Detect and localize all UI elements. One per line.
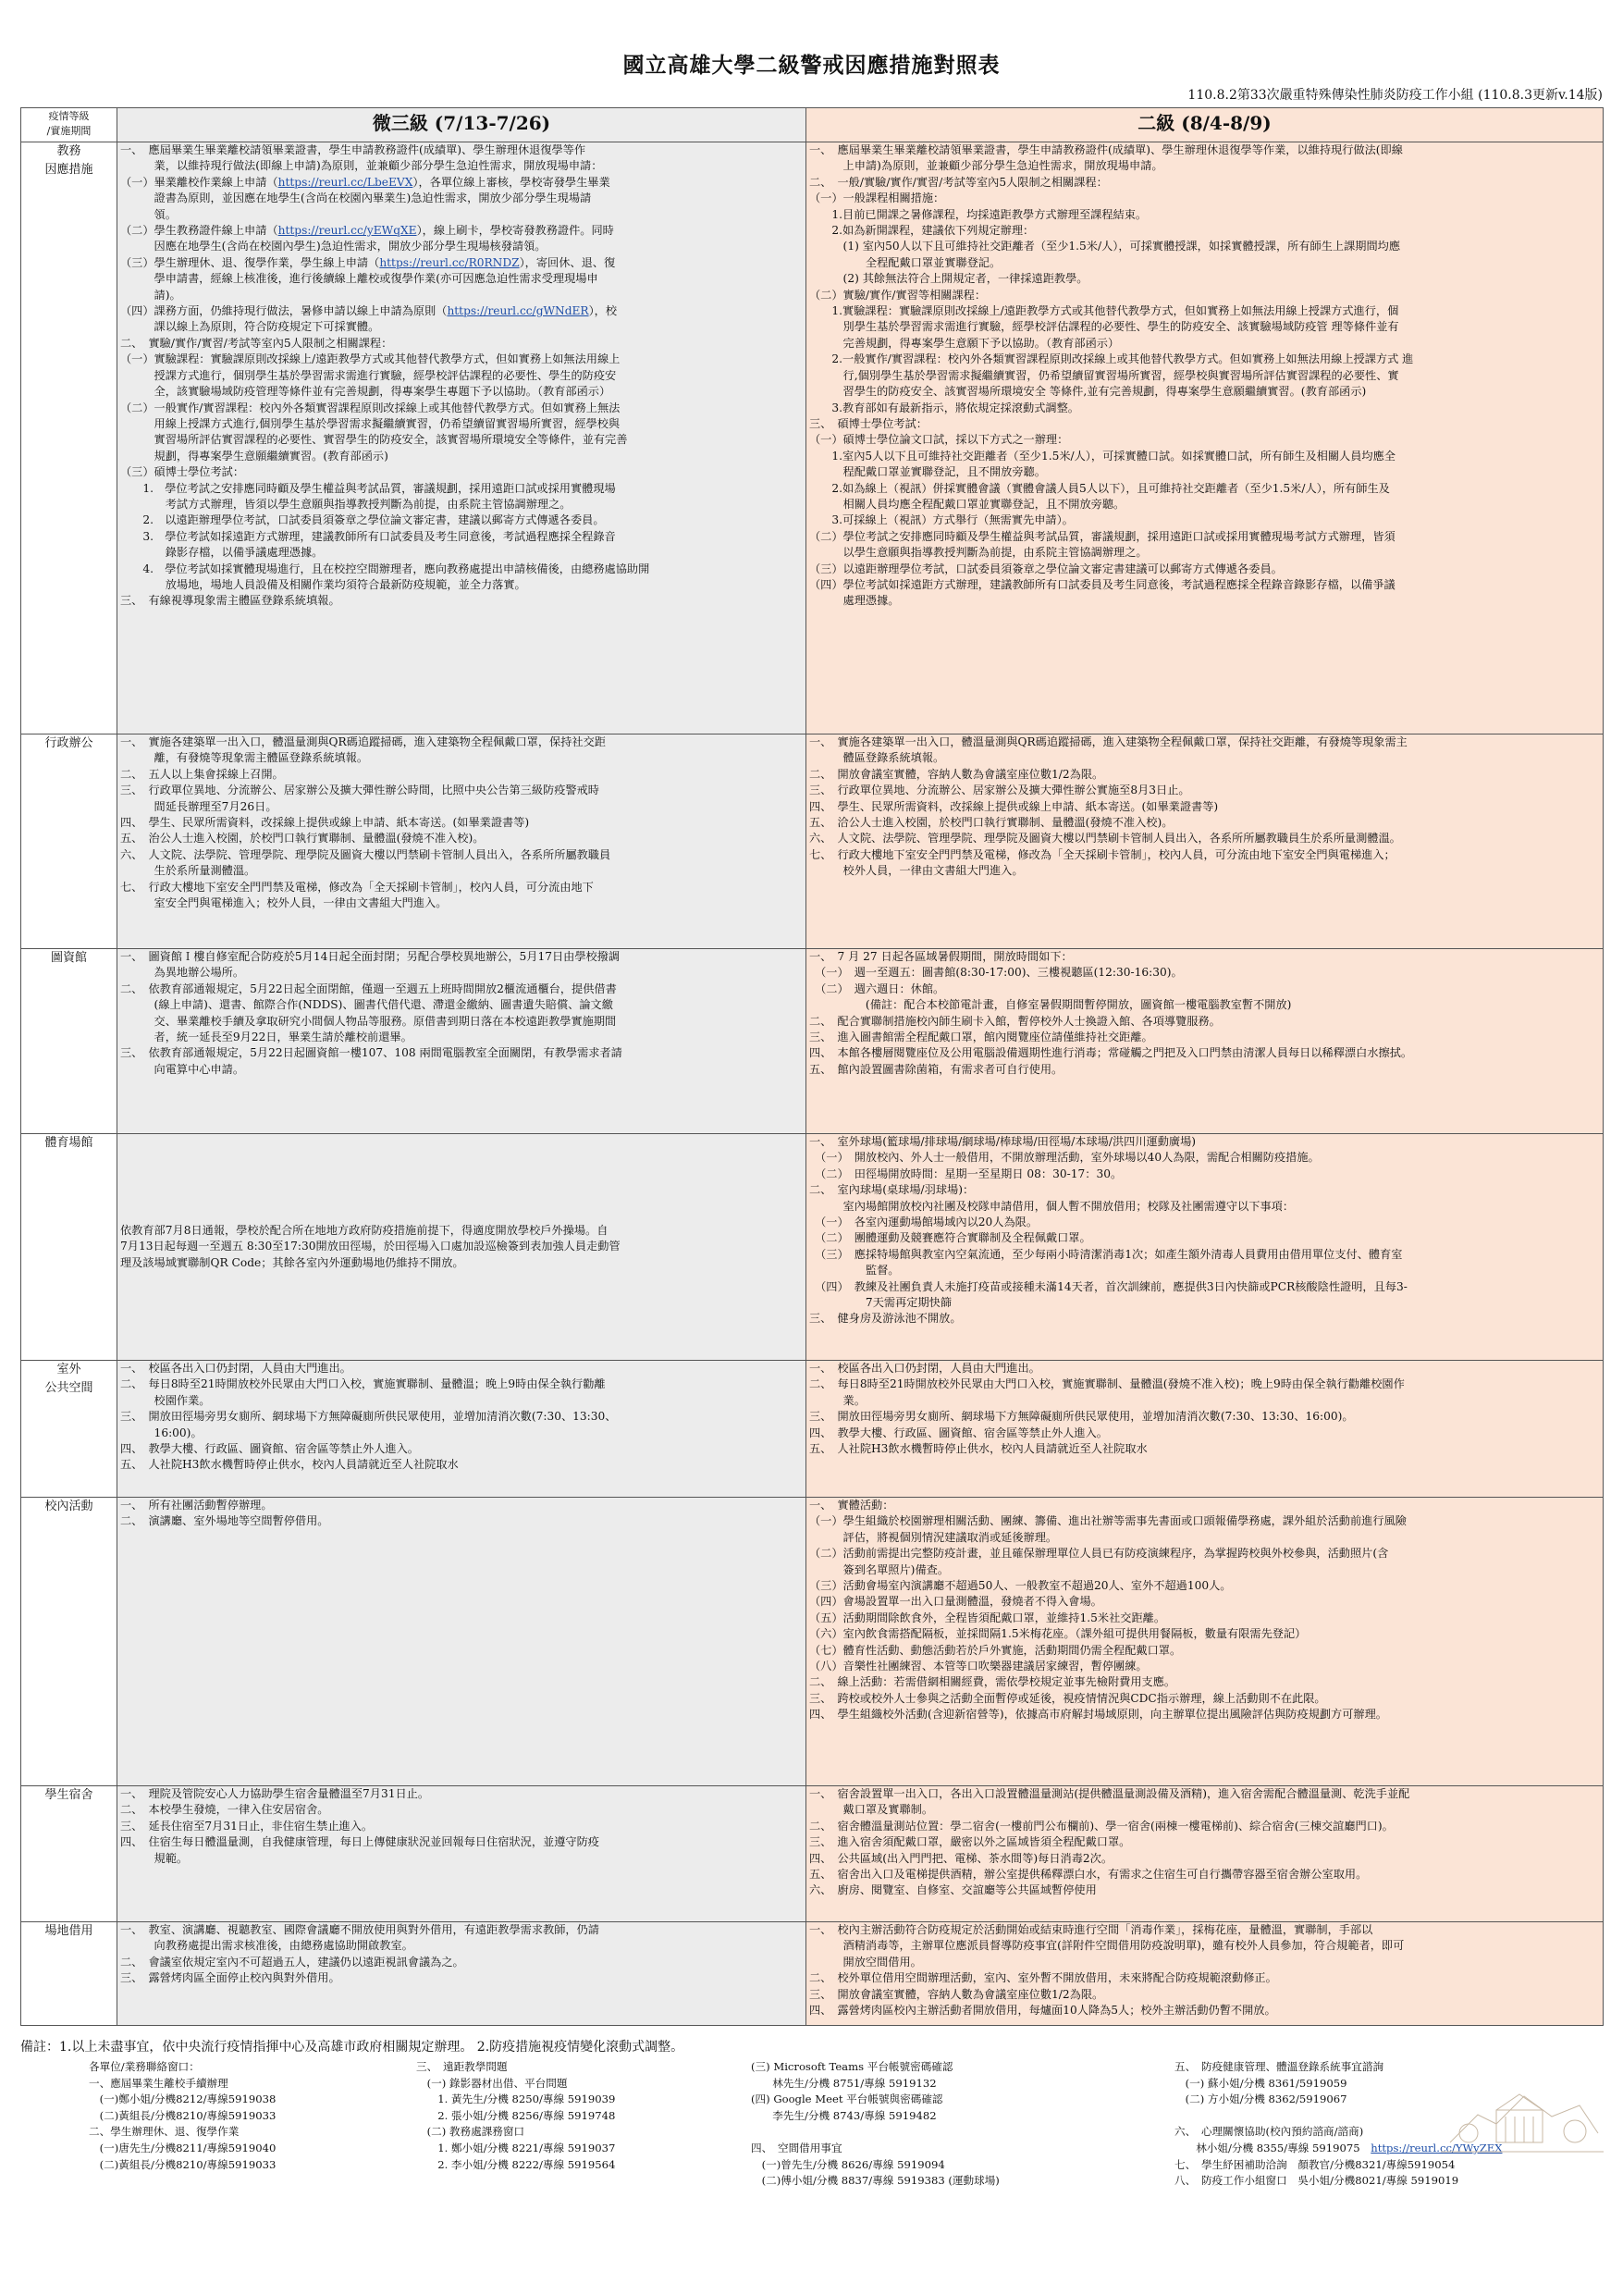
contact-line: (四) Google Meet 平台帳號與密碼確認 <box>751 2092 943 2106</box>
right-line: 五、 宿舍出入口及電梯提供酒精，辦公室提供稀釋漂白水，有需求之住宿生可自行攜帶容器至宿舍辦公室取用。 <box>809 1868 1368 1882</box>
left-line: 生於系所量測體溫。 <box>120 864 256 878</box>
level-2-measures <box>806 1134 1604 1361</box>
right-line: (備註：配合本校節電計畫，自修室暑假期間暫停開放，圖資館一樓電腦教室暫不開放) <box>809 998 1292 1012</box>
right-line: 四、 學生組織校外活動(含迎新宿營等)，依據高市府解封場域原則，向主辦單位提出風險評估與防疫規劃方可辦理。 <box>809 1708 1387 1722</box>
left-line: 四、 住宿生每日體溫量測，自我健康管理，每日上傳健康狀況並回報每日住宿狀況，並遵守防疫 <box>120 1835 599 1849</box>
row-category: 行政辦公 <box>21 734 117 949</box>
left-line: 三、 延長住宿至7月31日止，非住宿生禁止進入。 <box>120 1819 374 1833</box>
left-line: 一、 應屆畢業生畢業離校請領畢業證書，學生申請教務證件(成績單)、學生辦理休退復學等作 <box>120 143 586 156</box>
form-link[interactable]: https://reurl.cc/R0RNDZ <box>379 255 520 269</box>
left-line: （一）畢業離校作業線上申請（https://reurl.cc/LbeEVX），各單位線上審核，學校寄發學生畢業 <box>120 175 610 189</box>
right-line: 戴口罩及實聯制。 <box>809 1803 934 1817</box>
level-2-measures <box>806 1922 1604 2026</box>
right-line: 7天需再定期快篩 <box>809 1296 953 1310</box>
left-line: 三、 開放田徑場旁男女廁所、網球場下方無障礙廁所供民眾使用，並增加清消次數(7:30、13:30、 <box>120 1410 617 1424</box>
row-category: 室外 公共空間 <box>21 1361 117 1498</box>
contact-line: 六、 心理關懷協助(校內預約諮商/諮商) <box>1174 2125 1364 2139</box>
right-line: 完善規劃，得專案學生意願下予以協助。（教育部函示） <box>809 336 1120 350</box>
left-line: 規範。 <box>120 1851 189 1865</box>
right-line: 相關人員均應全程配戴口罩並實聯登記，且不開放旁聽。 <box>809 497 1125 511</box>
left-line: 用線上授課方式進行,個別學生基於學習需求擬繼續實習，仍希望續留實習場所實習，經學校與 <box>120 416 621 430</box>
contact-line: 八、 防疫工作小組窗口 吳小姐/分機8021/專線 5919019 <box>1174 2174 1459 2188</box>
right-line: （二） 團體運動及競賽應符合實聯制及全程佩戴口罩。 <box>809 1231 1091 1245</box>
left-line: 全，該實驗場域防疫管理等條件並有完善規劃，得專案學生專題下予以協助。（教育部函示） <box>120 385 611 399</box>
contact-line: (二)黃組長/分機8210/專線5919033 <box>89 2157 277 2171</box>
left-line: 二、 依教育部通報規定，5月22日起全面閉館，僅週一至週五上班時間開放2櫃流通櫃台，提供借書 <box>120 981 617 995</box>
right-line: 四、 露營烤肉區校內主辦活動者開放借用，每爐面10人降為5人；校外主辦活動仍暫不開放。 <box>809 2004 1276 2018</box>
contact-line: (二) 教務處課務窗口 <box>416 2125 525 2139</box>
right-line: 別學生基於學習需求需進行實驗，經學校評估課程的必要性、學生的防疫安全、該實驗場域防疫管 理等條件並有 <box>809 320 1399 334</box>
right-line: 上申請)為原則，並兼顧少部分學生急迫性需求，開放現場申請。 <box>809 159 1163 173</box>
right-line: 三、 開放田徑場旁男女廁所、網球場下方無障礙廁所供民眾使用，並增加清消次數(7:30、13:30、16:00)。 <box>809 1410 1354 1424</box>
left-line: 一、 理院及管院安心人力協助學生宿舍量體溫至7月31日止。 <box>120 1787 430 1800</box>
right-line: 三、 健身房及游泳池不開放。 <box>809 1312 962 1326</box>
level-2-measures <box>806 949 1604 1134</box>
right-line: 習學生的防疫安全、該實習場所環境安全 等條件,並有完善規劃，得專案學生意願繼續實習。(教育部函示) <box>809 385 1367 399</box>
left-line: 二、 實驗/實作/實習/考試等室內5人限制之相關課程： <box>120 336 393 350</box>
right-line: (1) 室內50人以下且可維持社交距離者（至少1.5米/人），可採實體授課，如採實體授課，所有師生上課期間均應 <box>809 240 1401 253</box>
left-line: 課以線上為原則，符合防疫規定下可採實體。 <box>120 320 380 334</box>
level-3-measures <box>117 1134 806 1361</box>
left-line: 為異地辦公場所。 <box>120 966 245 980</box>
right-line: （二） 週六週日：休館。 <box>809 981 945 995</box>
right-line: （六）室內飲食需搭配隔板，並採間隔1.5米梅花座。（課外組可提供用餐隔板，數量有限需先登記） <box>809 1627 1307 1641</box>
contact-line: 林先生/分機 8751/專線 5919132 <box>751 2076 937 2090</box>
measure-row <box>21 1361 1604 1498</box>
right-line: 業。 <box>809 1393 866 1407</box>
left-line: 1. 學位考試之安排應同時顧及學生權益與考試品質，審議規劃，採用遠距口試或採用實體現場 <box>120 481 616 495</box>
measures-table <box>20 107 1604 2026</box>
left-line: 業，以維持現行做法(即線上申請)為原則，並兼顧少部分學生急迫性需求，開放現場申請： <box>120 159 603 173</box>
left-line: 交、畢業離校手續及拿取研究小間個人物品等服務。原借書到期日落在本校遠距教學實施期間 <box>120 1014 617 1028</box>
contact-line: 一、應屆畢業生離校手續辦理 <box>89 2076 228 2090</box>
right-line: 2.如為線上（視訊）併採實體會議（實體會議人員5人以下），且可維持社交距離者（至少1.5米/人），所有師生及 <box>809 481 1390 495</box>
left-line: 放場地，場地人員設備及相關作業均須符合最新防疫規範，並全力落實。 <box>120 577 526 591</box>
right-line: 三、 碩博士學位考試： <box>809 416 928 430</box>
level-2-measures <box>806 1786 1604 1922</box>
left-line: 七、 行政大樓地下室安全門門禁及電梯，修改為「全天採刷卡管制」，校內人員，可分流由地下 <box>120 880 594 894</box>
right-line: 室內場館開放校內社團及校隊申請借用，個人暫不開放借用；校隊及社團需遵守以下事項： <box>809 1199 1295 1213</box>
measure-row <box>21 1786 1604 1922</box>
right-line: 二、 開放會議室實體，容納人數為會議室座位數1/2為限。 <box>809 767 1104 781</box>
contact-line: 1. 黃先生/分機 8250/專線 5919039 <box>416 2092 616 2106</box>
right-line: 3.教育部如有最新指示，將依規定採滾動式調整。 <box>809 401 1079 414</box>
level-3-measures <box>117 1361 806 1498</box>
left-line: 六、 人文院、法學院、管理學院、理學院及圖資大樓以門禁刷卡管制人員出入，各系所所屬教職員 <box>120 847 611 861</box>
left-line: （三）碩博士學位考試： <box>120 465 245 479</box>
contact-line: 四、 空間借用事宜 <box>751 2141 842 2154</box>
table-header-row <box>21 108 1604 142</box>
form-link[interactable]: https://reurl.cc/LbeEVX <box>277 175 413 189</box>
contact-line <box>751 2124 1000 2141</box>
left-line: 二、 演講廳、室外場地等空間暫停借用。 <box>120 1514 329 1528</box>
left-line: 因應在地學生(含尚在校園內學生)急迫性需求，開放少部分學生現場核發請領。 <box>120 240 547 253</box>
left-line: 二、 本校學生發燒，一律入住安居宿舍。 <box>120 1803 329 1817</box>
measure-row <box>21 142 1604 734</box>
left-line: （二）一般實作/實習課程：校內外各類實習課程原則改採線上或其他替代教學方式。但如實務上無法 <box>120 401 621 414</box>
level-3-measures <box>117 1498 806 1786</box>
measure-row <box>21 1922 1604 2026</box>
right-line: 一、 校內主辦活動符合防疫規定於活動開始或結束時進行空間「消毒作業」，採梅花座，量體溫，實聯制，手部以 <box>809 1923 1373 1936</box>
right-line: 一、 宿舍設置單一出入口，各出入口設置體溫量測站(提供體溫量測設備及酒精)，進入宿舍需配合體溫量測、乾洗手並配 <box>809 1787 1410 1800</box>
right-line: 程配戴口罩並實聯登記，且不開放旁聽。 <box>809 465 1046 479</box>
right-line: （三） 應採特場館與教室內空氣流通，至少每兩小時清潔消毒1次；如產生額外清毒人員費用由借用單位支付、體育室 <box>809 1247 1403 1261</box>
footnote: 備註：1.以上未盡事宜，依中央流行疫情指揮中心及高雄市政府相關規定辦理。 2.防疫措施視疫情變化滾動式調整。 <box>20 2040 684 2055</box>
contacts-col-2 <box>416 2059 615 2173</box>
right-line: （二）學位考試之安排應同時顧及學生權益與考試品質，審議規劃，採用遠距口試或採用實體現場考試方式辦理，皆須 <box>809 529 1396 543</box>
right-line: 二、 宿舍體溫量測站位置：學二宿舍(一樓前門公布欄前)、學一宿舍(兩棟一樓電梯前)、綜合宿舍(三棟交誼廳門口)。 <box>809 1819 1394 1833</box>
right-line: 一、 7 月 27 日起各區域暑假期間，開放時間如下： <box>809 950 1073 963</box>
right-line: （三）活動會場室內演講廳不超過50人、一般教室不超過20人、室外不超過100人。 <box>809 1579 1232 1593</box>
left-line: 一、 教室、演講廳、視聽教室、國際會議廳不開放使用與對外借用，有遠距教學需求教師，仍請 <box>120 1923 599 1936</box>
right-line: 六、 人文院、法學院、管理學院、理學院及圖資大樓以門禁刷卡管制人員出入，各系所所屬教職員生於系所量測體溫。 <box>809 832 1401 846</box>
right-line: 1.實驗課程：實驗課原則改採線上/遠距教學方式或其他替代教學方式，但如實務上如無法用線上授課方式進行，個 <box>809 304 1399 318</box>
right-line: 一、 應屆畢業生畢業離校請領畢業證書，學生申請教務證件(成績單)、學生辦理休退復學等作業，以維持現行做法(即線 <box>809 143 1403 156</box>
left-line: 學申請書，經線上核准後，進行後續線上離校或復學作業(亦可因應急迫性需求受理現場申 <box>120 272 598 286</box>
left-line: 五、 治公人士進入校園，於校門口執行實聯制、量體溫(發燒不准入校)。 <box>120 832 485 846</box>
right-line: 三、 進入宿舍須配戴口罩，嚴密以外之區域皆須全程配戴口罩。 <box>809 1835 1131 1849</box>
contact-line: 五、 防疫健康管理、體溫登錄系統事宜諮詢 <box>1174 2060 1384 2073</box>
left-line: （一）實驗課程：實驗課原則改採線上/遠距教學方式或其他替代教學方式，但如實務上如無法用線上 <box>120 352 621 366</box>
row-category: 圖資館 <box>21 949 117 1134</box>
right-line: （一） 開放校內、外人士一般借用，不開放辦理活動，室外球場以40人為限，需配合相關防疫措施。 <box>809 1151 1320 1165</box>
contacts-col-3 <box>751 2059 1000 2190</box>
contact-line: 二、學生辦理休、退、復學作業 <box>89 2125 240 2139</box>
right-line: 三、 開放會議室實體，容納人數為會議室座位數1/2為限。 <box>809 1987 1104 2001</box>
right-line: （四） 教練及社團負責人未施打疫苗或接種未滿14天者，首次訓練前，應提供3日內快篩或PCR核酸陰性證明，且每3- <box>809 1279 1408 1293</box>
form-link[interactable]: https://reurl.cc/gWNdER <box>447 304 589 318</box>
left-line: 四、 教學大樓、行政區、圖資館、宿舍區等禁止外人進入。 <box>120 1442 419 1456</box>
right-line: 一、 實施各建築單一出入口，體溫量測與QR碼追蹤掃碼，進入建築物全程佩戴口罩，保持社交距離，有發燒等現象需主 <box>809 735 1408 748</box>
right-line: （二）實驗/實作/實習等相關課程： <box>809 288 987 302</box>
left-line: 授課方式進行，個別學生基於學習需求需進行實驗，經學校評估課程的必要性、學生的防疫安 <box>120 368 617 382</box>
right-line: （八）音樂性社團練習、本管等口吹樂器建議居家練習，暫停團練。 <box>809 1660 1148 1673</box>
left-line: 二、 每日8時至21時開放校外民眾由大門口入校，實施實聯制、量體溫；晚上9時由保全執行勸離 <box>120 1377 606 1391</box>
right-line: （七）體育性活動、動態活動若於戶外實施，活動期間仍需全程配戴口罩。 <box>809 1643 1182 1657</box>
level-3-measures <box>117 949 806 1134</box>
contact-line: 林小姐/分機 8355/專線 5919075 https://reurl.cc/YWyZEX <box>1174 2141 1503 2154</box>
left-line: 3. 學位考試如採遠距方式辦理，建議教師所有口試委員及考生同意後，考試過程應採全程錄音 <box>120 529 616 543</box>
right-line: 四、 本館各樓層閱覽座位及公用電腦設備週期性進行消毒；常碰觸之門把及入口門禁由清潔人員每日以稀釋漂白水擦拭。 <box>809 1046 1413 1060</box>
left-line: 16:00)。 <box>120 1426 203 1439</box>
contact-line: (一) 蘇小姐/分機 8361/5919059 <box>1174 2076 1347 2090</box>
right-line: 處理憑據。 <box>809 594 900 608</box>
right-line: （一） 各室內運動場館場域內以20人為限。 <box>809 1216 1039 1229</box>
left-line: 規劃，得專案學生意願繼續實習。(教育部函示) <box>120 449 388 463</box>
right-line: 一、 校區各出入口仍封閉，人員由大門進出。 <box>809 1362 1040 1375</box>
left-line: 者，統一延長至9月22日，畢業生請於離校前還畢。 <box>120 1031 412 1044</box>
right-line: 校外人員，一律由文書組大門進入。 <box>809 864 1024 878</box>
row-category: 場地借用 <box>21 1922 117 2026</box>
right-line: 三、 跨校或校外人士參與之活動全面暫停或延後，視疫情情況與CDC指示辦理，線上活動則不在此限。 <box>809 1691 1326 1705</box>
right-line: 二、 配合實聯制措施校內師生刷卡入館，暫停校外人士換證入館、各項導覽服務。 <box>809 1014 1221 1028</box>
right-line: 四、 教學大樓、行政區、圖資館、宿舍區等禁止外人進入。 <box>809 1426 1108 1439</box>
right-line: 評估，將視個別情況建議取消或延後辦理。 <box>809 1530 1058 1544</box>
table-body <box>21 142 1604 2026</box>
right-line: （一） 週一至週五：圖書館(8:30-17:00)、三樓視聽區(12:30-16:30)。 <box>809 966 1183 980</box>
level-3-measures <box>117 734 806 949</box>
right-line: 2.如為新開課程，建議依下列規定辦理： <box>809 224 1035 238</box>
left-line: 向電算中心申請。 <box>120 1062 245 1076</box>
right-line: 五、 洽公人士進入校園，於校門口執行實聯制、量體溫(發燒不准入校)。 <box>809 816 1174 830</box>
left-line: 7月13日起每週一至週五 8:30至17:30開放田徑場，於田徑場入口處加設巡檢簽到表加強人員走動管 <box>120 1240 621 1253</box>
right-line: 一、 室外球場(籃球場/排球場/網球場/棒球場/田徑場/本球場/洪四川運動廣場) <box>809 1135 1197 1148</box>
left-line: 三、 依教育部通報規定，5月22日起圖資館一樓107、108 兩間電腦教室全面關閉，有教學需求者請 <box>120 1046 622 1060</box>
contact-line: (一) 錄影器材出借、平台問題 <box>416 2076 568 2090</box>
left-line: 一、 校區各出入口仍封閉，人員由大門進出。 <box>120 1362 351 1375</box>
left-line: 請)。 <box>120 288 181 302</box>
header-category: 疫情等級 /實施期間 <box>21 108 117 142</box>
right-line: 簽到名單照片)備查。 <box>809 1562 950 1576</box>
right-line: 二、 一般/實驗/實作/實習/考試等室內5人限制之相關課程： <box>809 175 1108 189</box>
left-line: 4. 學位考試如採實體現場進行，且在校控空間辦理者，應向教務處提出申請核備後，由總務處協助開 <box>120 562 650 575</box>
row-category: 教務 因應措施 <box>21 142 117 734</box>
left-line: 一、 所有社團活動暫停辦理。 <box>120 1499 273 1512</box>
level-3-measures <box>117 1786 806 1922</box>
right-line: 行,個別學生基於學習需求擬繼續實習，仍希望續留實習場所實習，經學校與實習場所評估實習課程的必要性、實 <box>809 368 1399 382</box>
right-line: 以學生意願與指導教授判斷為前提，由系院主管協調辦理之。 <box>809 546 1148 560</box>
right-line: 二、 校外單位借用空間辦理活動，室內、室外暫不開放借用，未來將配合防疫規範滾動修正。 <box>809 1971 1277 1985</box>
right-line: （五）活動期間除飲食外，全程皆須配戴口罩，並維持1.5米社交距離。 <box>809 1611 1166 1624</box>
right-line: （二） 田徑場開放時間：星期一至星期日 08：30-17：30。 <box>809 1167 1123 1180</box>
right-line: 六、 廚房、閱覽室、自修室、交誼廳等公共區域暫停使用 <box>809 1883 1097 1897</box>
level-3-measures <box>117 1922 806 2026</box>
right-line: （三）以遠距辦理學位考試，口試委員須簽章之學位論文審定書建議可以郵寄方式傳遞各委員。 <box>809 562 1283 575</box>
level-2-measures <box>806 1361 1604 1498</box>
left-line: 三、 有線視導現象需主體區登錄系統填報。 <box>120 594 340 608</box>
right-line: （二）活動前需提出完整防疫計畫，並且確保辦理單位人員已有防疫演練程序，為掌握跨校與外校參與，活動照片(含 <box>809 1547 1389 1561</box>
level-3-measures <box>117 142 806 734</box>
level-2-measures <box>806 1498 1604 1786</box>
right-line: 三、 進入圖書館需全程配戴口罩，館內閱覽座位請僅維持社交距離。 <box>809 1031 1153 1044</box>
right-line: （一）學生組織於校園辦理相關活動、團練、籌備、進出社辦等需事先書面或口頭報備學務處，課外組於活動前進行風險 <box>809 1514 1407 1528</box>
row-category: 體育場館 <box>21 1134 117 1361</box>
right-line: 二、 每日8時至21時開放校外民眾由大門口入校，實施實聯制、量體溫(發燒不准入校)；晚上9時由保全執行勸離校園作 <box>809 1377 1405 1391</box>
right-line: 1.目前已開課之暑修課程，均採遠距教學方式辦理至課程結束。 <box>809 207 1148 221</box>
level-2-measures <box>806 142 1604 734</box>
campus-drawing-image <box>1441 2059 1604 2159</box>
contact-line: 李先生/分機 8743/專線 5919482 <box>751 2108 937 2122</box>
contact-line: 七、 學生紓困補助洽詢 顏教官/分機8321/專線5919054 <box>1174 2157 1456 2171</box>
contact-line: 三、 遠距教學問題 <box>416 2060 508 2073</box>
contact-line: 1. 鄭小姐/分機 8221/專線 5919037 <box>416 2141 616 2154</box>
left-line: 離，有發燒等現象需主體區登錄系統填報。 <box>120 751 369 765</box>
left-line: （三）學生辦理休、退、復學作業，學生線上申請（https://reurl.cc/R0RNDZ），寄回休、退、復 <box>120 255 616 269</box>
measure-row <box>21 1134 1604 1361</box>
row-category: 校內活動 <box>21 1498 117 1786</box>
right-line: 三、 行政單位異地、分流辦公、居家辦公及擴大彈性辦公實施至8月3日止。 <box>809 784 1190 797</box>
contact-line: (二)黃組長/分機8210/專線5919033 <box>89 2108 277 2122</box>
contact-line: (三) Microsoft Teams 平台帳號密碼確認 <box>751 2060 953 2073</box>
contact-line: 2. 李小姐/分機 8222/專線 5919564 <box>416 2157 616 2171</box>
right-line: 1.室內5人以下且可維持社交距離者（至少1.5米/人），可採實體口試。如採實體口試，所有師生及相關人員均應全 <box>809 449 1396 463</box>
right-line: 開放空間借用。 <box>809 1955 922 1969</box>
left-line: 四、 學生、民眾所需資料，改採線上提供或線上申請、紙本寄送。(如畢業證書等) <box>120 816 530 830</box>
right-line: (2) 其餘無法符合上開規定者，一律採遠距教學。 <box>809 272 1088 286</box>
contact-line: (二) 方小姐/分機 8362/5919067 <box>1174 2092 1347 2106</box>
contact-line: 各單位/業務聯絡窗口： <box>89 2060 200 2073</box>
right-line: 五、 館內設置圖書除菌箱，有需求者可自行使用。 <box>809 1062 1064 1076</box>
counseling-link[interactable]: https://reurl.cc/YWyZEX <box>1371 2141 1503 2154</box>
left-line: 領。 <box>120 207 177 221</box>
left-line: 2. 以遠距辦理學位考試，口試委員須簽章之學位論文審定書，建議以郵寄方式傳遞各委員。 <box>120 513 605 527</box>
right-line: 四、 公共區域(出入門門把、電梯、茶水間等)每日消毒2次。 <box>809 1851 1113 1865</box>
right-line: 一、 實體活動： <box>809 1499 894 1512</box>
header-level-2: 二級 (8/4-8/9) <box>806 108 1604 142</box>
measure-row <box>21 734 1604 949</box>
page-title: 國立高雄大學二級警戒因應措施對照表 <box>622 53 1001 78</box>
right-line: 體區登錄系統填報。 <box>809 751 945 765</box>
measure-row <box>21 1498 1604 1786</box>
level-2-measures <box>806 734 1604 949</box>
right-line: （一）一般課程相關措施： <box>809 191 945 205</box>
left-line: 二、 五人以上集會採線上召開。 <box>120 767 284 781</box>
left-line: 二、 會議室依規定室內不可超過五人，建議仍以遠距視訊會議為之。 <box>120 1955 464 1969</box>
left-line: 向教務處提出需求核准後，由總務處協助開啟教室。 <box>120 1939 413 1953</box>
contact-line: 2. 張小姐/分機 8256/專線 5919748 <box>416 2108 616 2122</box>
right-line: 五、 人社院H3飲水機暫時停止供水，校內人員請就近至人社院取水 <box>809 1442 1148 1456</box>
right-line: 酒精消毒等，主辦單位應派員督導防疫事宜(詳附件空間借用防疫說明單)，雖有校外人員參加，符合規範者，即可 <box>809 1939 1405 1953</box>
left-line: 依教育部7月8日通報，學校於配合所在地地方政府防疫措施前提下，得適度開放學校戶外操場。自 <box>120 1223 609 1237</box>
subtitle: 110.8.2第33次嚴重特殊傳染性肺炎防疫工作小組 (110.8.3更新v.14版) <box>1187 88 1603 103</box>
right-line: 二、 線上活動：若需借網相關經費，需依學校規定並事先檢附費用支應。 <box>809 1675 1176 1689</box>
left-line: 三、 行政單位異地、分流辦公、居家辦公及擴大彈性辦公時間，比照中央公告第三級防疫警戒時 <box>120 784 599 797</box>
left-line: 理及該場域實聯制QR Code；其餘各室內外運動場地仍維持不開放。 <box>120 1255 464 1269</box>
row-category: 學生宿舍 <box>21 1786 117 1922</box>
right-line: 全程配戴口罩並實聯登記。 <box>809 255 1002 269</box>
left-line: 一、 圖資館Ｉ樓自修室配合防疫於5月14日起全面封閉；另配合學校異地辦公，5月17日由學校撥調 <box>120 950 621 963</box>
header-level-3: 微三級 (7/13-7/26) <box>117 108 806 142</box>
left-line: 考試方式辦理，皆須以學生意願與指導教授判斷為前提，由系院主管協調辦理之。 <box>120 497 572 511</box>
left-line: 五、 人社院H3飲水機暫時停止供水，校內人員請就近至人社院取水 <box>120 1458 459 1472</box>
right-line: 監督。 <box>809 1264 900 1278</box>
left-line: （二）學生教務證件線上申請（https://reurl.cc/yEWqXE），線上刷卡，學校寄發教務證件。同時 <box>120 224 614 238</box>
measure-row <box>21 949 1604 1134</box>
left-line: 證書為原則，並因應在地學生(含尚在校園內畢業生)急迫性需求，開放少部分學生現場請 <box>120 191 592 205</box>
contacts-col-1 <box>89 2059 276 2173</box>
right-line: （四）會場設置單一出入口量測體溫，發燒者不得入會場。 <box>809 1595 1102 1609</box>
right-line: 四、 學生、民眾所需資料，改採線上提供或線上申請、紙本寄送。(如畢業證書等) <box>809 799 1219 813</box>
right-line: （一）碩博士學位論文口試，採以下方式之一辦理： <box>809 433 1069 447</box>
contact-line: (一)曾先生/分機 8626/專線 5919094 <box>751 2157 945 2171</box>
right-line: 七、 行政大樓地下室安全門門禁及電梯，修改為「全天採刷卡管制」，校內人員，可分流由地下室安全門與電梯進入； <box>809 847 1396 861</box>
left-line: 一、 實施各建築單一出入口，體溫量測與QR碼追蹤掃碼，進入建築物全程佩戴口罩，保持社交距 <box>120 735 606 748</box>
left-line: 錄影存檔，以備爭議處理憑據。 <box>120 546 324 560</box>
contact-line: (一)唐先生/分機8211/專線5919040 <box>89 2141 277 2154</box>
right-line: 3.可採線上（視訊）方式舉行（無需實先申請）。 <box>809 513 1074 527</box>
right-line: （四）學位考試如採遠距方式辦理，建議教師所有口試委員及考生同意後，考試過程應採全程錄音錄影存檔，以備爭議 <box>809 577 1396 591</box>
right-line: 二、 室內球場(桌球場/羽球場)： <box>809 1183 975 1197</box>
left-line: 校園作業。 <box>120 1393 211 1407</box>
left-line: (線上申請)、還書、館際合作(NDDS)、圖書代借代還、滯還金繳納、圖書遺失賠償、論文繳 <box>120 998 613 1012</box>
contact-line: (一)鄭小姐/分機8212/專線5919038 <box>89 2092 277 2106</box>
right-line: 2.一般實作/實習課程：校內外各類實習課程原則改採線上或其他替代教學方式。但如實務上如無法用線上授課方式 進 <box>809 352 1414 366</box>
left-line: 實習場所評估實習課程的必要性、實習學生的防疫安全，該實習場所環境安全等條件，並有完善 <box>120 433 628 447</box>
form-link[interactable]: https://reurl.cc/yEWqXE <box>277 224 417 238</box>
contact-line: (二)傅小姐/分機 8837/專線 5919383 (運動球場) <box>751 2174 1000 2188</box>
left-line: （四）課務方面，仍維持現行做法，暑修申請以線上申請為原則（https://reurl.cc/gWNdER），校 <box>120 304 618 318</box>
left-line: 間延長辦理至7月26日。 <box>120 799 277 813</box>
left-line: 三、 露營烤肉區全面停止校內與對外借用。 <box>120 1971 340 1985</box>
left-line: 室安全門與電梯進入；校外人員，一律由文書組大門進入。 <box>120 896 448 910</box>
